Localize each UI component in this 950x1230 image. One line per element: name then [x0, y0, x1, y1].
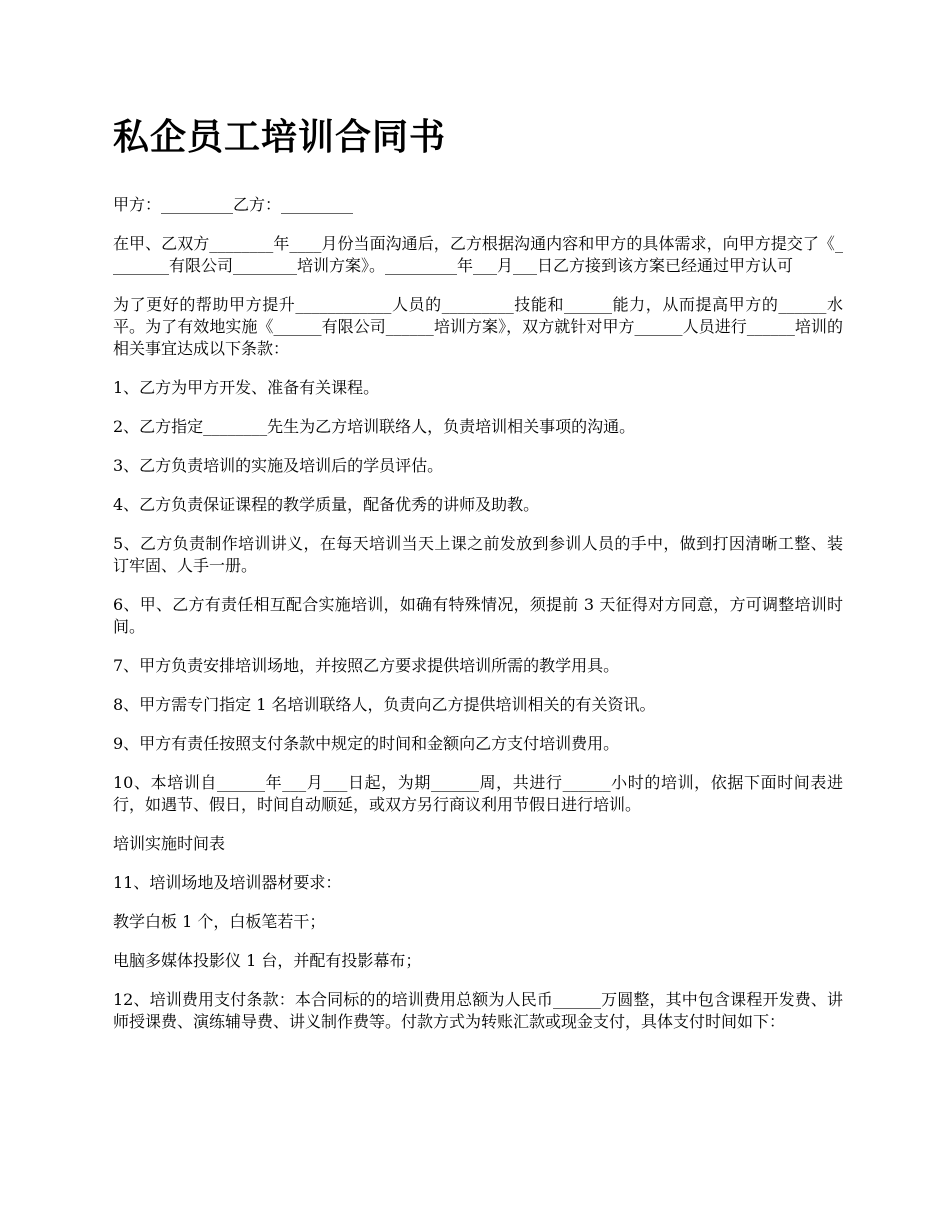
- purpose-paragraph: 为了更好的帮助甲方提升____________人员的_________技能和______能力，从而提高甲方的______水平。为了有效地实施《______有限公司______培训方案》，双方就针对甲方______人员进行______培训的相关事宜达成以下条款：: [113, 295, 843, 358]
- clause-11: 11、培训场地及培训器材要求：: [113, 873, 342, 892]
- clause-3: 3、乙方负责培训的实施及培训后的学员评估。: [113, 456, 444, 475]
- clause-12: 12、培训费用支付条款：本合同标的的培训费用总额为人民币______万圆整，其中包含课程开发费、讲师授课费、演练辅导费、讲义制作费等。付款方式为转账汇款或现金支付，具体支付时间如下：: [113, 990, 843, 1031]
- schedule-heading: 培训实施时间表: [113, 834, 226, 853]
- clause-6: 6、甲、乙方有责任相互配合实施培训，如确有特殊情况，须提前 3 天征得对方同意，方可调整培训时间。: [113, 595, 843, 636]
- clause-4: 4、乙方负责保证课程的教学质量，配备优秀的讲师及助教。: [113, 495, 540, 514]
- clause-1: 1、乙方为甲方开发、准备有关课程。: [113, 378, 380, 397]
- document-page: [113, 110, 843, 1050]
- equipment-item-projector: 电脑多媒体投影仪 1 台，并配有投影幕布；: [113, 951, 422, 970]
- clause-5: 5、乙方负责制作培训讲义，在每天培训当天上课之前发放到参训人员的手中，做到打因清晰工整、装订牢固、人手一册。: [113, 534, 843, 575]
- clause-10: 10、本培训自______年___月___日起，为期______周，共进行______小时的培训，依据下面时间表进行，如遇节、假日，时间自动顺延，或双方另行商议利用节假日进行培训。: [113, 773, 843, 814]
- parties-line: 甲方：_________乙方：_________: [113, 195, 354, 214]
- equipment-item-whiteboard: 教学白板 1 个，白板笔若干；: [113, 912, 326, 931]
- intro-paragraph: 在甲、乙双方________年____月份当面沟通后，乙方根据沟通内容和甲方的具体需求，向甲方提交了《________有限公司________培训方案》。_________年___月___日乙方接到该方案已经通过甲方认可: [113, 234, 843, 275]
- clause-2: 2、乙方指定________先生为乙方培训联络人，负责培训相关事项的沟通。: [113, 417, 636, 436]
- clause-9: 9、甲方有责任按照支付条款中规定的时间和金额向乙方支付培训费用。: [113, 734, 620, 753]
- clause-8: 8、甲方需专门指定 1 名培训联络人，负责向乙方提供培训相关的有关资讯。: [113, 695, 656, 714]
- document-title: 私企员工培训合同书: [113, 116, 447, 158]
- clause-7: 7、甲方负责安排培训场地，并按照乙方要求提供培训所需的教学用具。: [113, 656, 620, 675]
